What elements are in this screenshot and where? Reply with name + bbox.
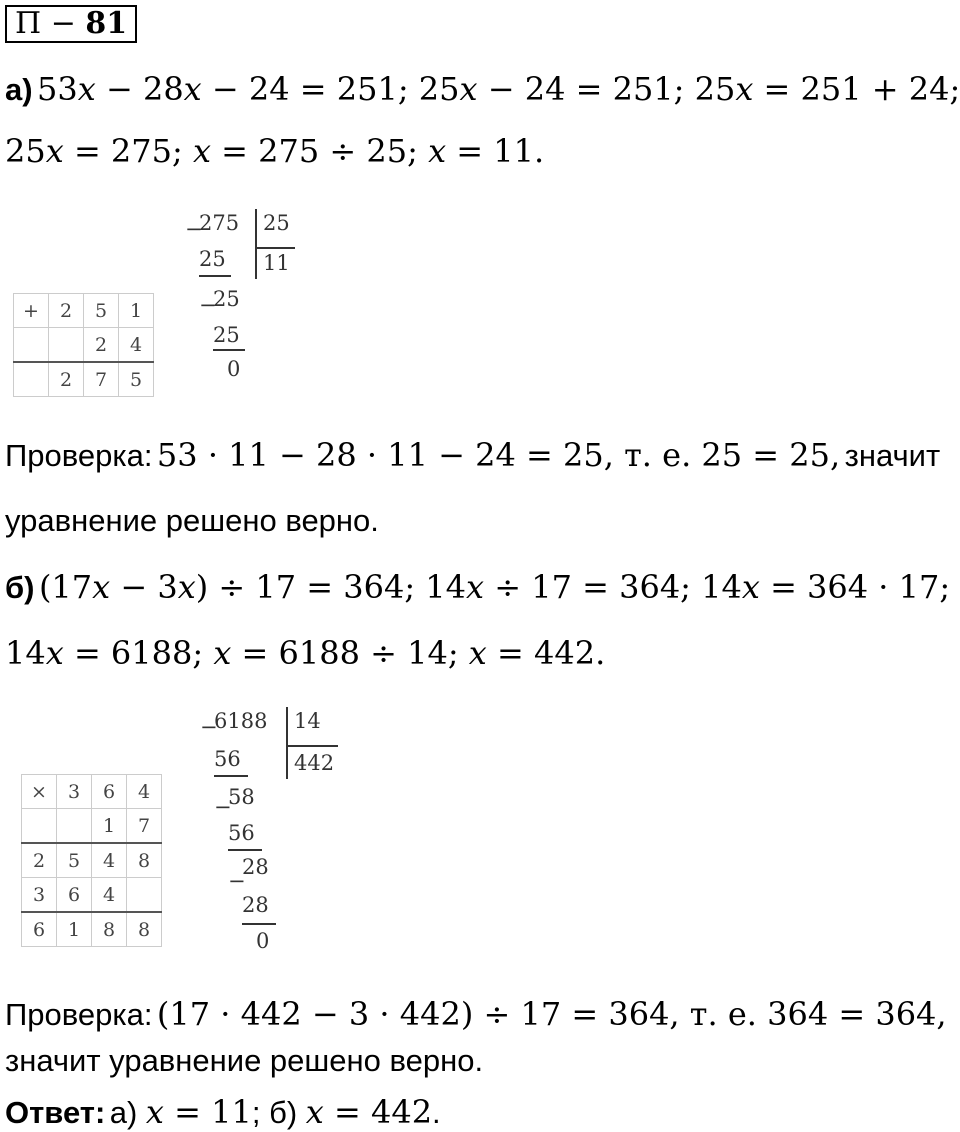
check-tail: значит [844,438,941,473]
answer-a-label: а) [109,1095,146,1130]
division-step: 25 [213,323,240,347]
grid-cell: 6 [57,878,92,913]
division-step: 25 [199,247,226,271]
grid-cell: 2 [22,843,57,878]
division-step: 56 [228,821,255,845]
grid-cell: 3 [57,775,92,809]
dividend: 6188 [214,709,268,733]
task-prefix: П − [15,6,86,41]
grid-cell: × [22,775,57,809]
quotient: 11 [263,251,290,275]
grid-cell: 4 [92,878,127,913]
part-b-label: б) [5,570,35,605]
part-a-check [5,436,940,474]
grid-cell: 4 [119,328,154,363]
long-division-a: − 275 25 11 25 − 25 25 0 [185,205,305,390]
grid-cell [127,878,162,913]
grid-cell: 8 [92,912,127,947]
part-b-line2: 14𝑥 = 6188; 𝑥 = 6188 ÷ 14; 𝑥 = 442. [5,634,606,672]
check-math: (17 · 442 − 3 · 442) ÷ 17 = 364, т. е. 364 = 364, [156,995,947,1033]
grid-cell: 1 [119,294,154,328]
check-math: 53 · 11 − 28 · 11 − 24 = 25, т. е. 25 = 25, [156,436,841,474]
grid-cell: 6 [92,775,127,809]
division-step: 25 [213,287,240,311]
grid-cell: 1 [57,912,92,947]
division-remainder: 0 [256,929,270,953]
grid-cell [57,809,92,844]
division-step: 58 [228,785,255,809]
answer-b-value: 𝑥 = 442 [305,1093,433,1131]
check-label: Проверка: [5,997,153,1032]
answer-separator: ; б) [251,1095,306,1130]
grid-cell [49,328,84,363]
answer-line [5,1093,441,1131]
grid-cell: 7 [127,809,162,844]
grid-cell [22,809,57,844]
part-a-line2: 25𝑥 = 275; 𝑥 = 275 ÷ 25; 𝑥 = 11. [5,132,545,170]
addition-grid [13,293,154,397]
grid-cell: 5 [119,362,154,397]
part-b-check-line2: значит уравнение решено верно. [5,1043,484,1078]
grid-cell [14,328,49,363]
part-b-check [5,995,947,1033]
part-b-equation-1: (17𝑥 − 3𝑥) ÷ 17 = 364; 14𝑥 ÷ 17 = 364; 14𝑥 = 364 · 17; [38,568,951,606]
grid-cell: 4 [127,775,162,809]
task-number: 81 [85,6,128,41]
task-number-box [5,5,137,43]
part-b-line1 [5,568,950,606]
quotient: 442 [294,751,335,775]
check-label: Проверка: [5,438,153,473]
multiplication-grid [21,774,162,947]
grid-cell [14,362,49,397]
part-a-label: а) [5,72,33,107]
part-a-equation-1: 53𝑥 − 28𝑥 − 24 = 251; 25𝑥 − 24 = 251; 25𝑥 = 251 + 24; [37,70,960,108]
division-step: 28 [242,893,269,917]
division-remainder: 0 [227,357,241,381]
grid-cell: 6 [22,912,57,947]
answer-end: . [432,1095,441,1130]
grid-cell: + [14,294,49,328]
long-division-b: − 6188 14 442 56 − 58 56 − 28 28 0 [200,703,360,958]
part-a-check-line2: уравнение решено верно. [5,503,379,538]
grid-cell: 7 [84,362,119,397]
grid-cell: 8 [127,843,162,878]
part-a-line1 [5,70,960,108]
grid-cell: 2 [49,362,84,397]
answer-label: Ответ: [5,1095,106,1130]
grid-cell: 2 [84,328,119,363]
grid-cell: 3 [22,878,57,913]
division-step: 56 [214,747,241,771]
grid-cell: 1 [92,809,127,844]
answer-a-value: 𝑥 = 11 [145,1093,252,1131]
divisor: 14 [294,709,321,733]
dividend: 275 [199,211,240,235]
grid-cell: 5 [57,843,92,878]
grid-cell: 8 [127,912,162,947]
division-step: 28 [242,855,269,879]
grid-cell: 4 [92,843,127,878]
divisor: 25 [263,211,290,235]
grid-cell: 5 [84,294,119,328]
grid-cell: 2 [49,294,84,328]
